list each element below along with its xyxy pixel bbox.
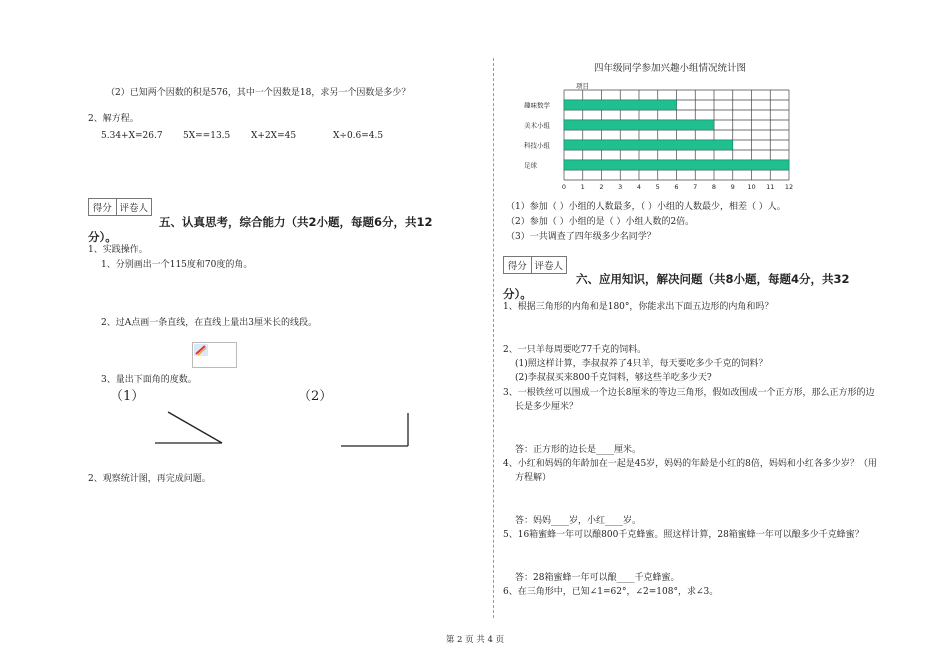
problem-1: 1、根据三角形的内角和是180°，你能求出下面五边形的内角和吗？ [503,302,774,312]
y-axis-label: 项目 [576,82,589,90]
equation-1: 5.34+X=26.7 [101,131,163,141]
x-tick-label: 3 [618,183,623,191]
question-2-sub: （2）已知两个因数的积是576，其中一个因数是18，求另一个因数是多少？ [106,88,411,98]
x-tick-label: 2 [599,183,604,191]
x-tick-label: 1 [580,183,585,191]
category-label: 科技小组 [524,141,550,150]
score-label: 得分 [89,199,117,215]
equation-3: X+2X=45 [251,131,297,141]
chart-question-2: （2）参加（ ）小组的是（ ）小组人数的2倍。 [506,217,695,227]
chart-question-3: （3）一共调查了四年级多少名同学？ [506,232,656,242]
category-label: 足球 [524,161,537,170]
bar [564,160,789,170]
category-label: 趣味数学 [524,101,550,110]
grader-label: 评卷人 [534,261,564,272]
problem-4-line-2: 方程解） [515,473,552,483]
angle-label-2: （2） [298,389,333,404]
x-tick-label: 10 [747,183,756,191]
practice-item-3: 3、量出下面角的度数。 [101,375,197,385]
page-footer: 第 2 页 共 4 页 [445,635,505,645]
problem-4-answer: 答：妈妈____岁，小红____岁。 [515,516,642,526]
problem-2: 2、一只羊每周要吃77千克的饲料。 [503,345,647,355]
section-6-title: 六、应用知识，解决问题（共8小题，每题4分，共32 [576,272,850,286]
grader-label: 评卷人 [119,203,149,214]
problem-5-answer: 答：28箱蜜蜂一年可以酿____千克蜂蜜。 [515,573,680,583]
problem-4-line-1: 4、小红和妈妈的年龄加在一起是45岁，妈妈的年龄是小红的8倍，妈妈和小红各多少岁？（用 [503,459,877,469]
problem-3-answer: 答：正方形的边长是____厘米。 [515,445,642,455]
equation-2: 5X==13.5 [183,131,231,141]
problem-6: 6、在三角形中，已知∠1=62°，∠2=108°，求∠3。 [503,587,719,597]
section-5-cont: 分）。 [88,230,117,244]
problem-3-line-2: 长是多少厘米？ [515,402,579,412]
column-divider [493,58,494,618]
solve-equations-title: 2、解方程。 [88,114,139,124]
practice-item-2: 2、过A点画一条直线，在直线上量出3厘米长的线段。 [101,318,317,328]
problem-3-line-1: 3、一根铁丝可以围成一个边长8厘米的等边三角形，假如改围成一个正方形，那么正方形的边 [503,388,875,398]
bar [564,120,714,130]
problem-2-part-1: (1)照这样计算，李叔叔养了4只羊，每天要吃多少千克的饲料？ [515,359,768,369]
section-5-title: 五、认真思考，综合能力（共2小题，每题6分，共12 [159,215,433,229]
x-tick-label: 9 [730,183,735,191]
bar-chart [504,80,804,195]
x-tick-label: 4 [636,183,642,191]
x-tick-label: 6 [674,183,679,191]
problem-2-part-2: (2)李叔叔买来800千克饲料，够这些羊吃多少天? [515,373,712,383]
x-tick-label: 8 [711,183,717,191]
problem-5: 5、16箱蜜蜂一年可以酿800千克蜂蜜。照这样计算，28箱蜜蜂一年可以酿多少千克蜂蜜？ [503,530,864,540]
angle-figure-2 [338,408,413,450]
bar [564,100,677,110]
pencil-icon [194,344,208,356]
x-tick-label: 5 [655,183,660,191]
observe-chart-title: 2、观察统计图，再完成问题。 [88,474,211,484]
score-box-left [88,198,152,216]
practice-title: 1、实践操作。 [88,245,148,255]
x-tick-label: 12 [784,183,794,191]
equation-4: X÷0.6=4.5 [333,131,384,141]
chart-question-1: （1）参加（ ）小组的人数最多，（ ）小组的人数最少，相差（ ）人。 [506,202,786,212]
score-box-right [503,256,567,274]
score-label: 得分 [504,257,532,273]
angle-label-1: （1） [110,389,145,404]
point-a-figure [192,342,237,368]
category-label: 美术小组 [524,121,550,130]
x-tick-label: 11 [766,183,775,191]
x-tick-label: 7 [693,183,698,191]
x-tick-label: 0 [561,183,567,191]
angle-figure-1 [150,405,230,450]
practice-item-1: 1、分别画出一个115度和70度的角。 [101,260,253,270]
bar [564,140,733,150]
section-6-cont: 分）。 [503,287,532,301]
chart-title: 四年级同学参加兴趣小组情况统计图 [593,63,746,74]
